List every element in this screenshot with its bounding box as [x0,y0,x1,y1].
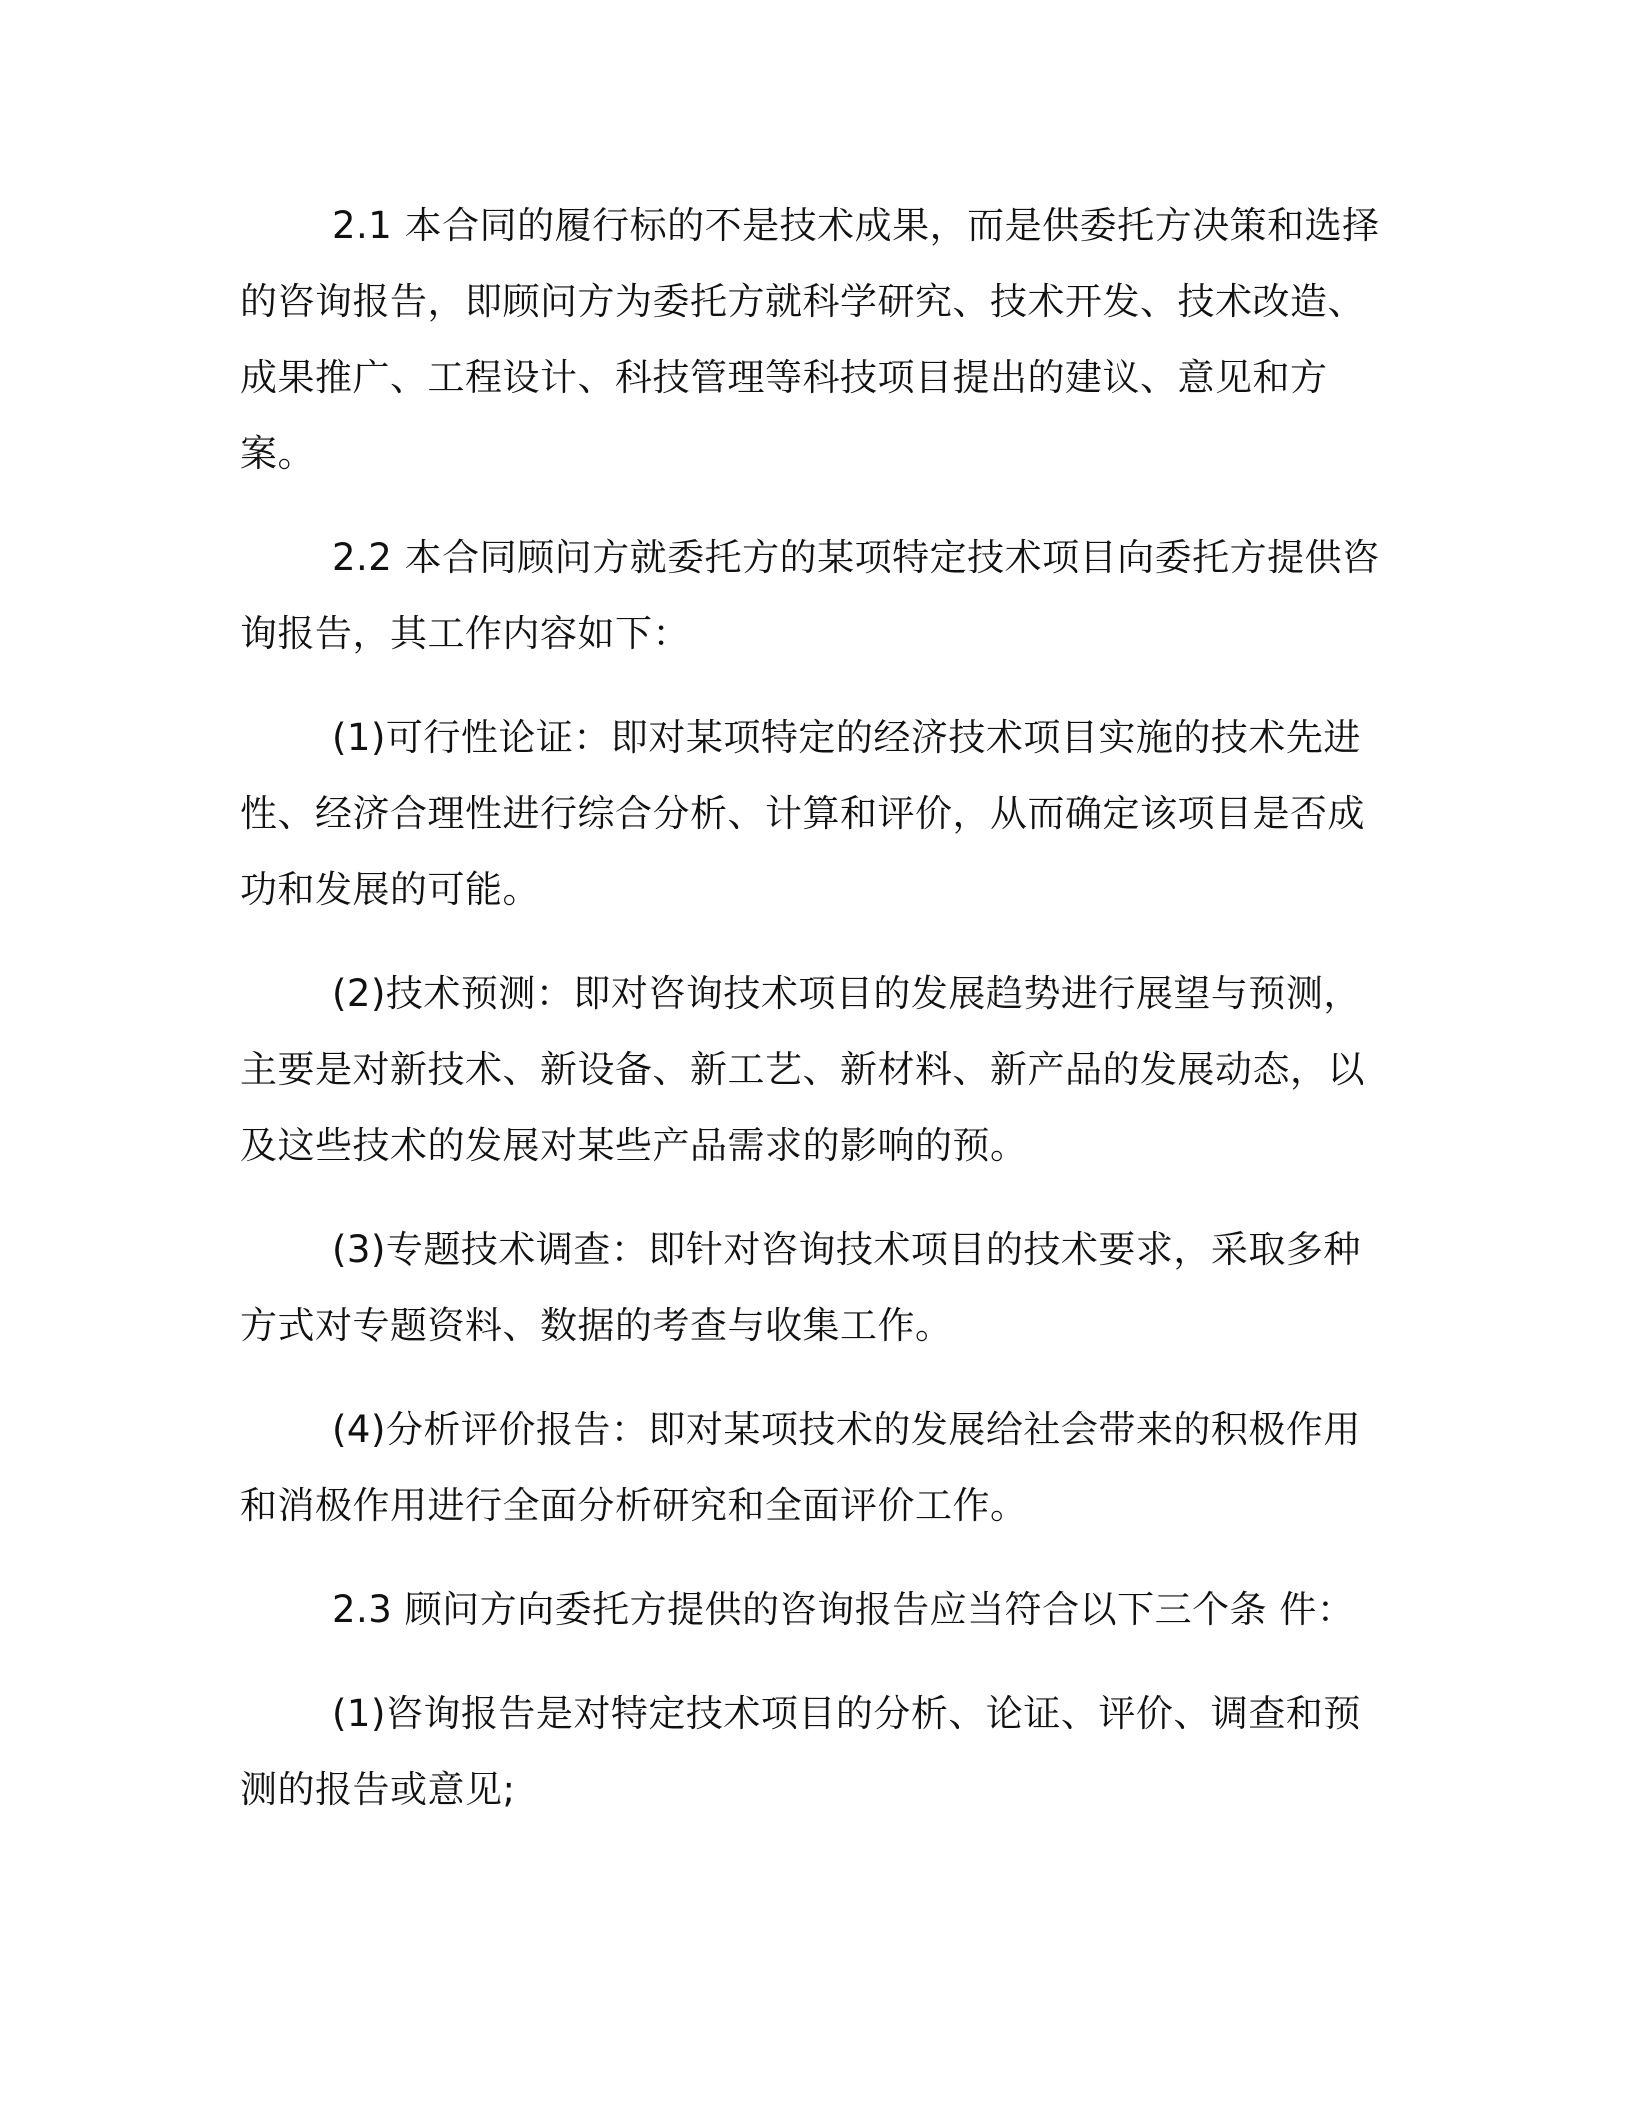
list-item-forecast: (2)技术预测：即对咨询技术项目的发展趋势进行展望与预测，主要是对新技术、新设备、新工艺、新材料、新产品的发展动态，以及这些技术的发展对某些产品需求的影响的预。 [240,972,1365,1167]
list-item-evaluation: (4)分析评价报告：即对某项技术的发展给社会带来的积极作用和消极作用进行全面分析研究和全面评价工作。 [240,1408,1361,1527]
list-item-survey: (3)专题技术调查：即针对咨询技术项目的技术要求，采取多种方式对专题资料、数据的考查与收集工作。 [240,1228,1361,1347]
paragraph-2-3: 2.3 顾问方向委托方提供的咨询报告应当符合以下三个条 件： [332,1588,1355,1631]
list-item-feasibility: (1)可行性论证：即对某项特定的经济技术项目实施的技术先进性、经济合理性进行综合分析、计算和评价，从而确定该项目是否成功和发展的可能。 [240,716,1365,911]
paragraph-2-1: 2.1 本合同的履行标的不是技术成果，而是供委托方决策和选择的咨询报告，即顾问方为委托方就科学研究、技术开发、技术改造、成果推广、工程设计、科技管理等科技项目提出的建议、意见和方案。 [240,204,1380,475]
document-body [240,188,1390,1856]
paragraph-2-2: 2.2 本合同顾问方就委托方的某项特定技术项目向委托方提供咨询报告，其工作内容如下： [240,536,1380,655]
list-item-condition-1: (1)咨询报告是对特定技术项目的分析、论证、评价、调查和预测的报告或意见; [240,1692,1361,1811]
